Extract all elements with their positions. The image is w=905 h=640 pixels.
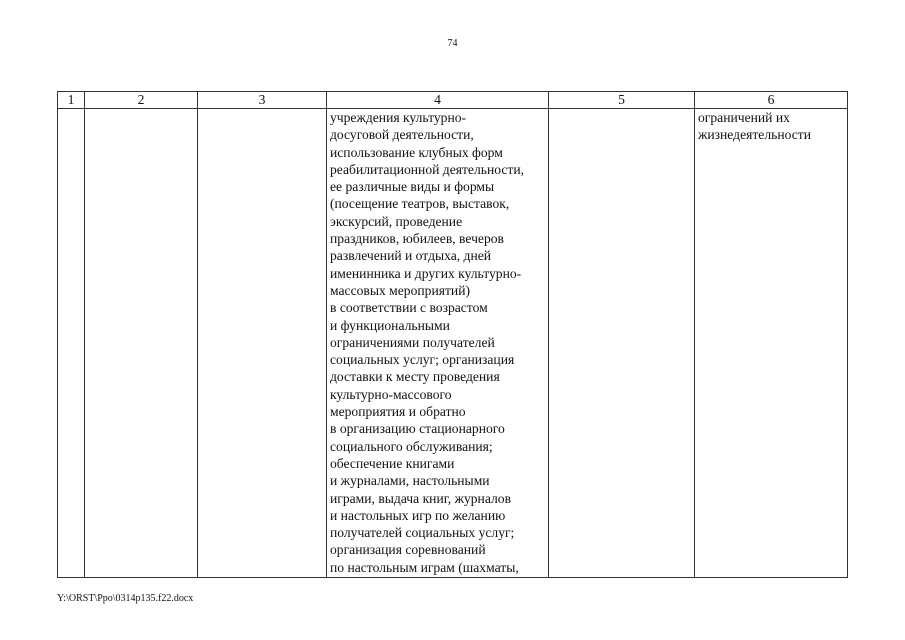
table-row xyxy=(58,109,848,578)
column-header-6: 6 xyxy=(695,92,848,109)
cell-text-line: реабилитационной деятельности, xyxy=(330,161,525,177)
cell-text-line: и функциональными xyxy=(330,317,450,333)
cell-text-line: массовых мероприятий) xyxy=(330,282,470,298)
cell-text-line: досуговой деятельности, xyxy=(330,127,474,143)
cell-text-line: социальных услуг; организация xyxy=(330,352,515,368)
footer-file-path: Y:\ORST\Ppo\0314p135.f22.docx xyxy=(57,593,194,604)
cell-text-line: ее различные виды и формы xyxy=(330,179,495,195)
cell-col-3 xyxy=(198,109,327,578)
cell-text-line: праздников, юбилеев, вечеров xyxy=(330,231,504,247)
cell-text-line: ограничениями получателей xyxy=(330,334,495,350)
cell-col-4-service-description xyxy=(327,109,549,578)
cell-col-1 xyxy=(58,109,85,578)
cell-text-line: получателей социальных услуг; xyxy=(330,525,515,541)
page-number: 74 xyxy=(447,38,458,49)
cell-text-line: жизнедеятельности xyxy=(698,127,811,143)
cell-text-line: именинника и других культурно- xyxy=(330,265,522,281)
cell-text-line: использование клубных форм xyxy=(330,144,503,160)
cell-text-line: развлечений и отдыха, дней xyxy=(330,248,492,264)
column-header-2: 2 xyxy=(85,92,198,109)
cell-text-line: организация соревнований xyxy=(330,542,486,558)
cell-text-line: доставки к месту проведения xyxy=(330,369,500,385)
cell-text-line: учреждения культурно- xyxy=(330,110,467,125)
table-header-row xyxy=(58,92,848,109)
column-header-4: 4 xyxy=(327,92,549,109)
cell-text-line: и журналами, настольными xyxy=(330,473,490,489)
cell-text-line: в организацию стационарного xyxy=(330,421,505,437)
cell-text-line: культурно-массового xyxy=(330,386,452,402)
cell-text-line: и настольных игр по желанию xyxy=(330,507,506,523)
cell-col-6-limitations xyxy=(695,109,848,578)
cell-col-2 xyxy=(85,109,198,578)
cell-text-line: обеспечение книгами xyxy=(330,455,455,471)
cell-text-line: (посещение театров, выставок, xyxy=(330,196,510,212)
cell-col-5 xyxy=(549,109,695,578)
cell-text-line: играми, выдача книг, журналов xyxy=(330,490,511,506)
cell-text-line: мероприятия и обратно xyxy=(330,404,466,420)
cell-text-line: ограничений их xyxy=(698,110,790,125)
column-header-3: 3 xyxy=(198,92,327,109)
column-header-5: 5 xyxy=(549,92,695,109)
column-header-1: 1 xyxy=(58,92,85,109)
cell-text-line: социального обслуживания; xyxy=(330,438,493,454)
cell-text-line: экскурсий, проведение xyxy=(330,213,463,229)
cell-text-line: в соответствии с возрастом xyxy=(330,300,488,316)
document-table xyxy=(57,91,848,578)
cell-text-line: по настольным играм (шахматы, xyxy=(330,559,519,575)
